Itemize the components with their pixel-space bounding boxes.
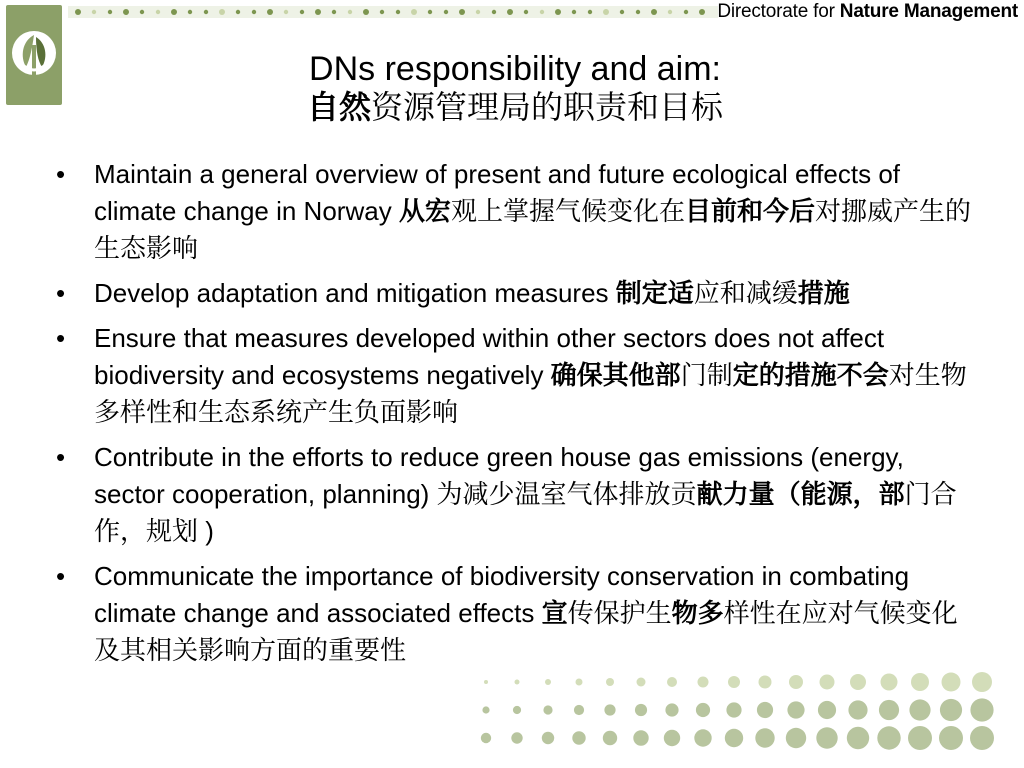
list-item <box>52 320 972 431</box>
header-dot-strip <box>68 6 718 18</box>
bullet-list <box>52 156 972 677</box>
decorative-dot <box>332 10 336 14</box>
decorative-dot <box>588 10 592 14</box>
title-chinese-bold: 自然 <box>306 89 371 125</box>
decorative-dot <box>171 9 177 15</box>
decorative-dot <box>696 703 710 717</box>
decorative-dot <box>267 9 273 15</box>
brand-name-bold: Nature Management <box>839 1 1018 22</box>
decorative-dot <box>484 680 488 684</box>
decorative-dot <box>236 10 240 14</box>
decorative-dot <box>380 10 384 14</box>
decorative-dot <box>911 673 929 691</box>
item-english: Contribute in the efforts to reduce green house gas emissions (energy, sector cooperation, planning) <box>94 442 904 509</box>
decorative-dot <box>543 705 552 714</box>
item-chinese: 传保护生 <box>567 598 672 628</box>
decorative-dot <box>942 673 961 692</box>
item-chinese: 应和减缓 <box>693 278 798 308</box>
decorative-dot <box>879 700 899 720</box>
decorative-dot <box>75 9 81 15</box>
list-item <box>52 439 972 550</box>
decorative-dot <box>188 10 192 14</box>
item-chinese: 门制 <box>680 360 733 390</box>
decorative-dot <box>92 10 96 14</box>
decorative-dot <box>204 10 208 14</box>
decorative-dot <box>620 10 624 14</box>
decorative-dot <box>651 9 657 15</box>
decorative-dot <box>635 704 647 716</box>
decorative-dot <box>604 704 615 715</box>
decorative-dot <box>940 699 962 721</box>
item-chinese-bold-2: 措施 <box>797 278 850 308</box>
decorative-dot <box>219 9 225 15</box>
item-english: Develop adaptation and mitigation measures <box>94 278 616 308</box>
decorative-dot <box>140 10 144 14</box>
decorative-dot <box>684 10 688 14</box>
decorative-dot <box>606 678 614 686</box>
list-item <box>52 156 972 267</box>
decorative-dot <box>363 9 369 15</box>
decorative-dot <box>572 10 576 14</box>
decorative-dot <box>284 10 288 14</box>
decorative-dot <box>444 10 448 14</box>
list-item <box>52 558 972 669</box>
decorative-dot <box>492 10 496 14</box>
decorative-dot <box>726 702 741 717</box>
title-chinese <box>160 88 870 126</box>
item-english: Maintain a general overview of present and future ecological effects of climate change in Norway <box>94 159 900 226</box>
decorative-dot <box>540 10 544 14</box>
decorative-dot <box>667 677 677 687</box>
decorative-dot <box>970 726 994 750</box>
item-chinese-bold: 确保其他部 <box>550 360 681 390</box>
decorative-dot-grid <box>470 668 1020 768</box>
decorative-dot <box>972 672 992 692</box>
bullet-marker: • <box>56 561 66 591</box>
decorative-dot <box>476 10 480 14</box>
decorative-dot <box>515 680 520 685</box>
decorative-dot <box>348 10 352 14</box>
brand-name <box>717 1 1018 23</box>
decorative-dot <box>574 705 584 715</box>
bullet-marker: • <box>56 442 66 472</box>
bullet-marker: • <box>56 159 66 189</box>
decorative-dot <box>396 10 400 14</box>
decorative-dot <box>555 9 561 15</box>
decorative-dot <box>850 674 866 690</box>
decorative-dot <box>511 732 522 743</box>
item-chinese-bold-2: 定的措施不会 <box>732 360 889 390</box>
decorative-dot <box>636 10 640 14</box>
decorative-dot <box>694 729 711 746</box>
decorative-dot <box>603 9 609 15</box>
title-chinese-rest: 资源管理局的职责和目标 <box>371 89 724 125</box>
decorative-dot <box>507 9 513 15</box>
decorative-dot <box>603 731 617 745</box>
decorative-dot <box>881 674 898 691</box>
decorative-dot <box>633 730 648 745</box>
decorative-dot <box>545 679 551 685</box>
decorative-dot <box>728 676 740 688</box>
decorative-dot <box>816 727 837 748</box>
item-english: Ensure that measures developed within other sectors does not affect biodiversity and ecosystems negatively <box>94 323 885 390</box>
decorative-dot <box>572 731 585 744</box>
decorative-dot <box>877 726 900 749</box>
bullet-marker: • <box>56 323 66 353</box>
decorative-dot <box>755 728 774 747</box>
bullet-marker: • <box>56 278 66 308</box>
decorative-dot <box>970 698 993 721</box>
decorative-dot <box>908 726 932 750</box>
decorative-dot <box>108 10 112 14</box>
organization-logo <box>6 5 62 105</box>
decorative-dot <box>699 9 705 15</box>
item-chinese-rest: 门合作，规划 ) <box>94 479 957 546</box>
decorative-dot <box>909 699 930 720</box>
decorative-dot <box>787 701 804 718</box>
decorative-dot <box>482 706 489 713</box>
decorative-dot <box>939 726 963 750</box>
decorative-dot <box>411 9 417 15</box>
item-chinese-bold: 宣 <box>541 598 568 628</box>
item-chinese-bold-2: 献力量（能源，部 <box>696 479 905 509</box>
item-chinese-rest: 样性在应对气候变化及其相关影响方面的重要性 <box>94 598 958 665</box>
item-chinese-bold-2: 目前和今后 <box>684 196 815 226</box>
decorative-dot <box>725 729 743 747</box>
decorative-dot <box>818 701 836 719</box>
item-chinese: 为减少温室气体排放贡 <box>436 479 697 509</box>
decorative-dot <box>847 727 869 749</box>
decorative-dot <box>123 9 129 15</box>
item-chinese-rest: 对生物多样性和生态系统产生负面影响 <box>94 360 967 427</box>
decorative-dot <box>789 675 803 689</box>
decorative-dot <box>156 10 160 14</box>
decorative-dot <box>848 700 867 719</box>
title-english: DNs responsibility and aim: <box>309 50 721 88</box>
decorative-dot <box>428 10 432 14</box>
decorative-dot <box>637 678 646 687</box>
item-chinese-bold: 制定适 <box>615 278 694 308</box>
decorative-dot <box>576 679 583 686</box>
item-chinese-bold: 从宏 <box>398 196 451 226</box>
decorative-dot <box>665 703 678 716</box>
decorative-dot <box>820 675 835 690</box>
brand-name-light: Directorate for <box>717 1 840 22</box>
item-english: Communicate the importance of biodiversity conservation in combating climate change and associated effects <box>94 561 910 628</box>
item-chinese-bold-2: 物多 <box>671 598 724 628</box>
decorative-dot <box>786 728 806 748</box>
decorative-dot <box>481 733 491 743</box>
decorative-dot <box>252 10 256 14</box>
item-chinese: 观上掌握气候变化在 <box>450 196 685 226</box>
page-title <box>160 50 870 126</box>
list-item <box>52 275 972 312</box>
decorative-dot <box>513 706 521 714</box>
decorative-dot <box>524 10 528 14</box>
decorative-dot <box>315 9 321 15</box>
leaf-emblem-icon <box>6 5 62 105</box>
decorative-dot <box>698 677 709 688</box>
decorative-dot <box>668 10 672 14</box>
decorative-dot <box>459 9 465 15</box>
decorative-dot <box>757 702 773 718</box>
decorative-dot <box>542 732 554 744</box>
decorative-dot <box>300 10 304 14</box>
item-chinese-rest: 对挪威产生的生态影响 <box>94 196 971 263</box>
decorative-dot <box>759 676 772 689</box>
decorative-dot <box>664 730 680 746</box>
